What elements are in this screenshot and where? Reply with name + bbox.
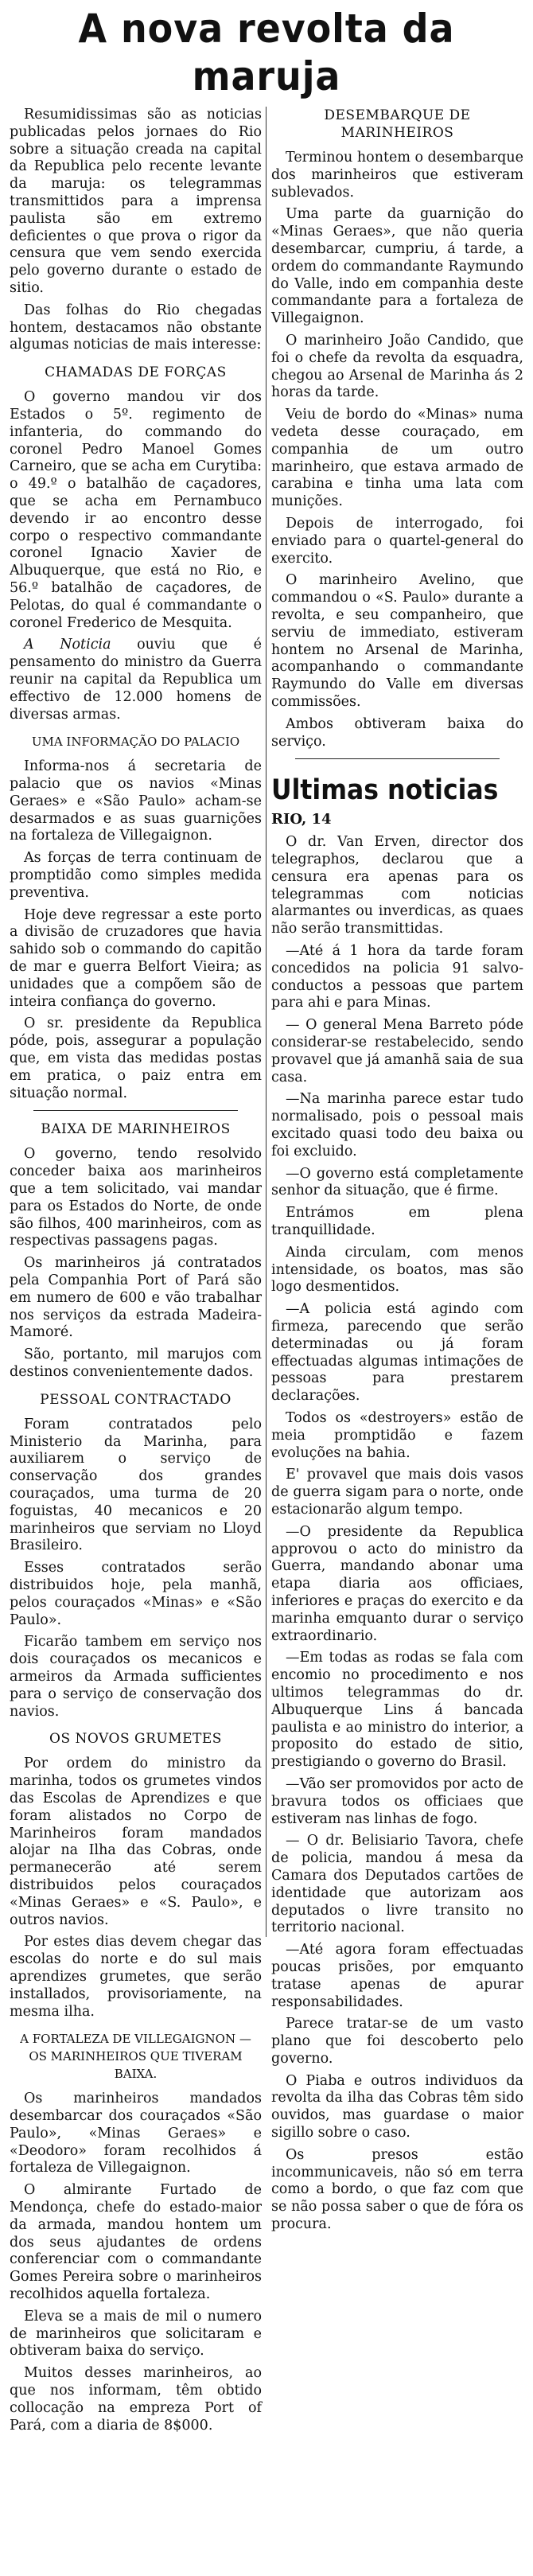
paragraph: — O general Mena Barreto póde considerar-se restabelecido, sendo provavel que já amanhã saia de sua casa. [271, 1017, 523, 1085]
paragraph [10, 637, 262, 723]
paragraph: —O governo está completamente senhor da situação, que é firme. [271, 1165, 523, 1199]
paragraph: —Até á 1 hora da tarde foram concedidos na policia 91 salvo-conductos a pessoas que partem para ahi e para Minas. [271, 943, 523, 1011]
dateline: RIO, 14 [271, 811, 332, 828]
paragraph: —Vão ser promovidos por acto de bravura todos os officiaes que estiveram nas linhas de fogo. [271, 1775, 523, 1827]
paragraph: O marinheiro João Candido, que foi o chefe da revolta da esquadra, chegou ao Arsenal de Marinha ás 2 horas da tarde. [271, 332, 523, 401]
paragraph: —Em todas as rodas se fala com encomio no procedimento e nos ultimos telegrammas do dr. Albuquerque Lins á bancada paulista e ao ministro do interior, a proposito do estado de sitio, prestigiando o governo do Brasil. [271, 1650, 523, 1771]
headline: A nova revolta da maruja [78, 6, 455, 99]
paragraph: O almirante Furtado de Mendonça, chefe do estado-maior da armada, mandou hontem um dos seus ajudantes de ordens conferenciar com o commandante Gomes Pereira sobre o marinheiros recolhidos aquella fortaleza. [10, 2182, 262, 2303]
paragraph: Esses contratados serão distribuidos hoje, pela manhã, pelos couraçados «Minas» e «São Paulo». [10, 1560, 262, 1628]
paragraph: Foram contratados pelo Ministerio da Marinha, para auxiliarem o serviço de conservação dos grandes couraçados, uma turma de 20 foguistas, 40 mecanicos e 20 marinheiros que serviam no Lloyd Brasileiro. [10, 1416, 262, 1554]
section-heading: UMA INFORMAÇÃO DO PALACIO [31, 735, 240, 750]
paragraph: Entrámos em plena tranquillidade. [271, 1205, 523, 1239]
section-heading: CHAMADAS DE FORÇAS [45, 364, 227, 381]
paragraph: O governo, tendo resolvido conceder baixa aos marinheiros que a tem solicitado, vai mandar para os Estados do Norte, de onde são filhos, 400 marinheiros, com as respectivas passagens pagas. [10, 1146, 262, 1249]
paragraph: As forças de terra continuam de promptidão como simples medida preventiva. [10, 850, 262, 901]
paragraph: E' provavel que mais dois vasos de guerra sigam para o norte, onde estacionarão algum tempo. [271, 1467, 523, 1518]
paragraph: Os marinheiros mandados desembarcar dos couraçados «São Paulo», «Minas Geraes» e «Deodoro» foram recolhidos á fortaleza de Villegaignon. [10, 2091, 262, 2177]
paragraph: O sr. presidente da Republica póde, pois, assegurar a população que, em vista das medidas postas em pratica, o paiz entra em situação normal. [10, 1015, 262, 1101]
paragraph: O dr. Van Erven, director dos telegraphos, declarou que a censura era apenas para os telegrammas com noticias alarmantes ou inverdicas, as quaes não serão transmittidas. [271, 834, 523, 937]
paragraph: — O dr. Belisiario Tavora, chefe de policia, mandou á mesa da Camara dos Deputados cartões de identidade que autorizam aos deputados o livre transito no territorio nacional. [271, 1833, 523, 1936]
paragraph: Ambos obtiveram baixa do serviço. [271, 715, 523, 750]
section-heading: A FORTALEZA DE VILLEGAIGNON — OS MARINHEIROS QUE TIVERAM BAIXA. [20, 2032, 251, 2082]
paragraph: Por ordem do ministro da marinha, todos os grumetes vindos das Escolas de Aprendizes e que foram alistados no Corpo de Marinheiros foram mandados alojar na Ilha das Cobras, onde permanecerão até serem distribuidos pelos couraçados «Minas Geraes» e «S. Paulo», e outros navios. [10, 1756, 262, 1928]
paragraph: Informa-nos á secretaria de palacio que os navios «Minas Geraes» e «São Paulo» acham-se desarmados e as suas guarnições na fortaleza de Villegaignon. [10, 758, 262, 844]
paragraph: —A policia está agindo com firmeza, parecendo que serão determinadas ou já foram effectuadas algumas intimações de pessoas para prestarem declarações. [271, 1301, 523, 1405]
section-heading: DESEMBARQUE DE MARINHEIROS [324, 107, 471, 141]
paragraph-text: ouviu que é pensamento do ministro da Guerra reunir na capital da Republica um effectivo de 12.000 homens de diversas armas. [10, 637, 263, 723]
section-rule [33, 1110, 238, 1111]
paragraph: —Até agora foram effectuadas poucas prisões, por emquanto tratase apenas de apurar responsabilidades. [271, 1942, 523, 2010]
paragraph: O marinheiro Avelino, que commandou o «S. Paulo» durante a revolta, e seu companheiro, que serviu de immediato, estiveram hontem no Arsenal de Marinha, acompanhando o commandante Raymundo do Valle em diversas commissões. [271, 572, 523, 710]
paragraph: Uma parte da guarnição do «Minas Geraes», que não queria desembarcar, cumpriu, á tarde, a ordem do commandante Raymundo do Valle, indo em companhia deste commandante para a fortaleza de Villegaignon. [271, 206, 523, 327]
section-rule [295, 758, 500, 759]
left-column [10, 107, 262, 2439]
paragraph: Resumidissimas são as noticias publicadas pelos jornaes do Rio sobre a situação creada na capital da Republica pelo recente levante da maruja: os telegrammas transmittidos para a imprensa paulista são em extremo deficientes o que prova o rigor da censura que vem sendo exercida pelo governo durante o estado de sitio. [10, 107, 262, 296]
paragraph: Os presos estão incommunicaveis, não só em terra como a bordo, o que faz com que se não possa saber o que de fóra os procura. [271, 2146, 523, 2233]
paragraph: Hoje deve regressar a este porto a divisão de cruzadores que havia sahido sob o commando do capitão de mar e guerra Belfort Vieira; as unidades que a compõem são de inteira confiança do governo. [10, 906, 262, 1010]
right-column [271, 107, 523, 2439]
paragraph: Eleva se a mais de mil o numero de marinheiros que solicitaram e obtiveram baixa do serviço. [10, 2308, 262, 2360]
section-title: Ultimas noticias [271, 774, 499, 807]
paragraph: Terminou hontem o desembarque dos marinheiros que estiveram sublevados. [271, 150, 523, 201]
paragraph: Ficarão tambem em serviço nos dois couraçados os mecanicos e armeiros da Armada sufficientes para o serviço de conservação dos navios. [10, 1634, 262, 1720]
paragraph: —O presidente da Republica approvou o acto do ministro da Guerra, mandando abonar uma etapa diaria aos officiaes, inferiores e praças do exercito e da marinha emquanto durar o serviço extraordinario. [271, 1523, 523, 1644]
paragraph: Veiu de bordo do «Minas» numa vedeta desse couraçado, em companhia de um outro marinheiro, que estava armado de carabina e tinha uma lata com munições. [271, 407, 523, 510]
paragraph: Depois de interrogado, foi enviado para o quartel-general do exercito. [271, 515, 523, 567]
paper-name: A Noticia [24, 637, 111, 653]
section-heading: BAIXA DE MARINHEIROS [41, 1121, 231, 1138]
paragraph: São, portanto, mil marujos com destinos convenientemente dados. [10, 1346, 262, 1380]
section-heading: PESSOAL CONTRACTADO [40, 1391, 231, 1408]
paragraph: —Na marinha parece estar tudo normalisado, pois o pessoal mais excitado quasi todo deu baixa ou foi excluido. [271, 1091, 523, 1159]
paragraph: Por estes dias devem chegar das escolas do norte e do sul mais aprendizes grumetes, que serão installados, provisoriamente, na mesma ilha. [10, 1934, 262, 2020]
paragraph: Muitos desses marinheiros, ao que nos informam, têm obtido collocação na empreza Port of Pará, com a diaria de 8$000. [10, 2365, 262, 2434]
paragraph: Das folhas do Rio chegadas hontem, destacamos não obstante algumas noticias de mais interesse: [10, 302, 262, 353]
paragraph: O Piaba e outros individuos da revolta da ilha das Cobras têm sido ouvidos, mas guardase o maior sigillo sobre o caso. [271, 2072, 523, 2141]
paragraph: O governo mandou vir dos Estados o 5º. regimento de infanteria, do commando do coronel Pedro Manoel Gomes Carneiro, que se acha em Curytiba: o 49.º o batalhão de caçadores, que se acha em Pernambuco devendo ir ao encontro desse corpo o respectivo commandante coronel Ignacio Xavier de Albuquerque, que está no Rio, e 56.º batalhão de caçadores, de Pelotas, do qual é commandante o coronel Frederico de Mesquita. [10, 389, 262, 631]
paragraph: Ainda circulam, com menos intensidade, os boatos, mas são logo desmentidos. [271, 1244, 523, 1296]
section-heading: OS NOVOS GRUMETES [49, 1731, 222, 1748]
paragraph: Parece tratar-se de um vasto plano que foi descoberto pelo governo. [271, 2016, 523, 2067]
paragraph: Todos os «destroyers» estão de meia promptidão e fazem evoluções na bahia. [271, 1410, 523, 1461]
article-columns [10, 107, 523, 2439]
paragraph: Os marinheiros já contratados pela Companhia Port of Pará são em numero de 600 e vão trabalhar nos serviços da estrada Madeira-Mamoré. [10, 1255, 262, 1341]
